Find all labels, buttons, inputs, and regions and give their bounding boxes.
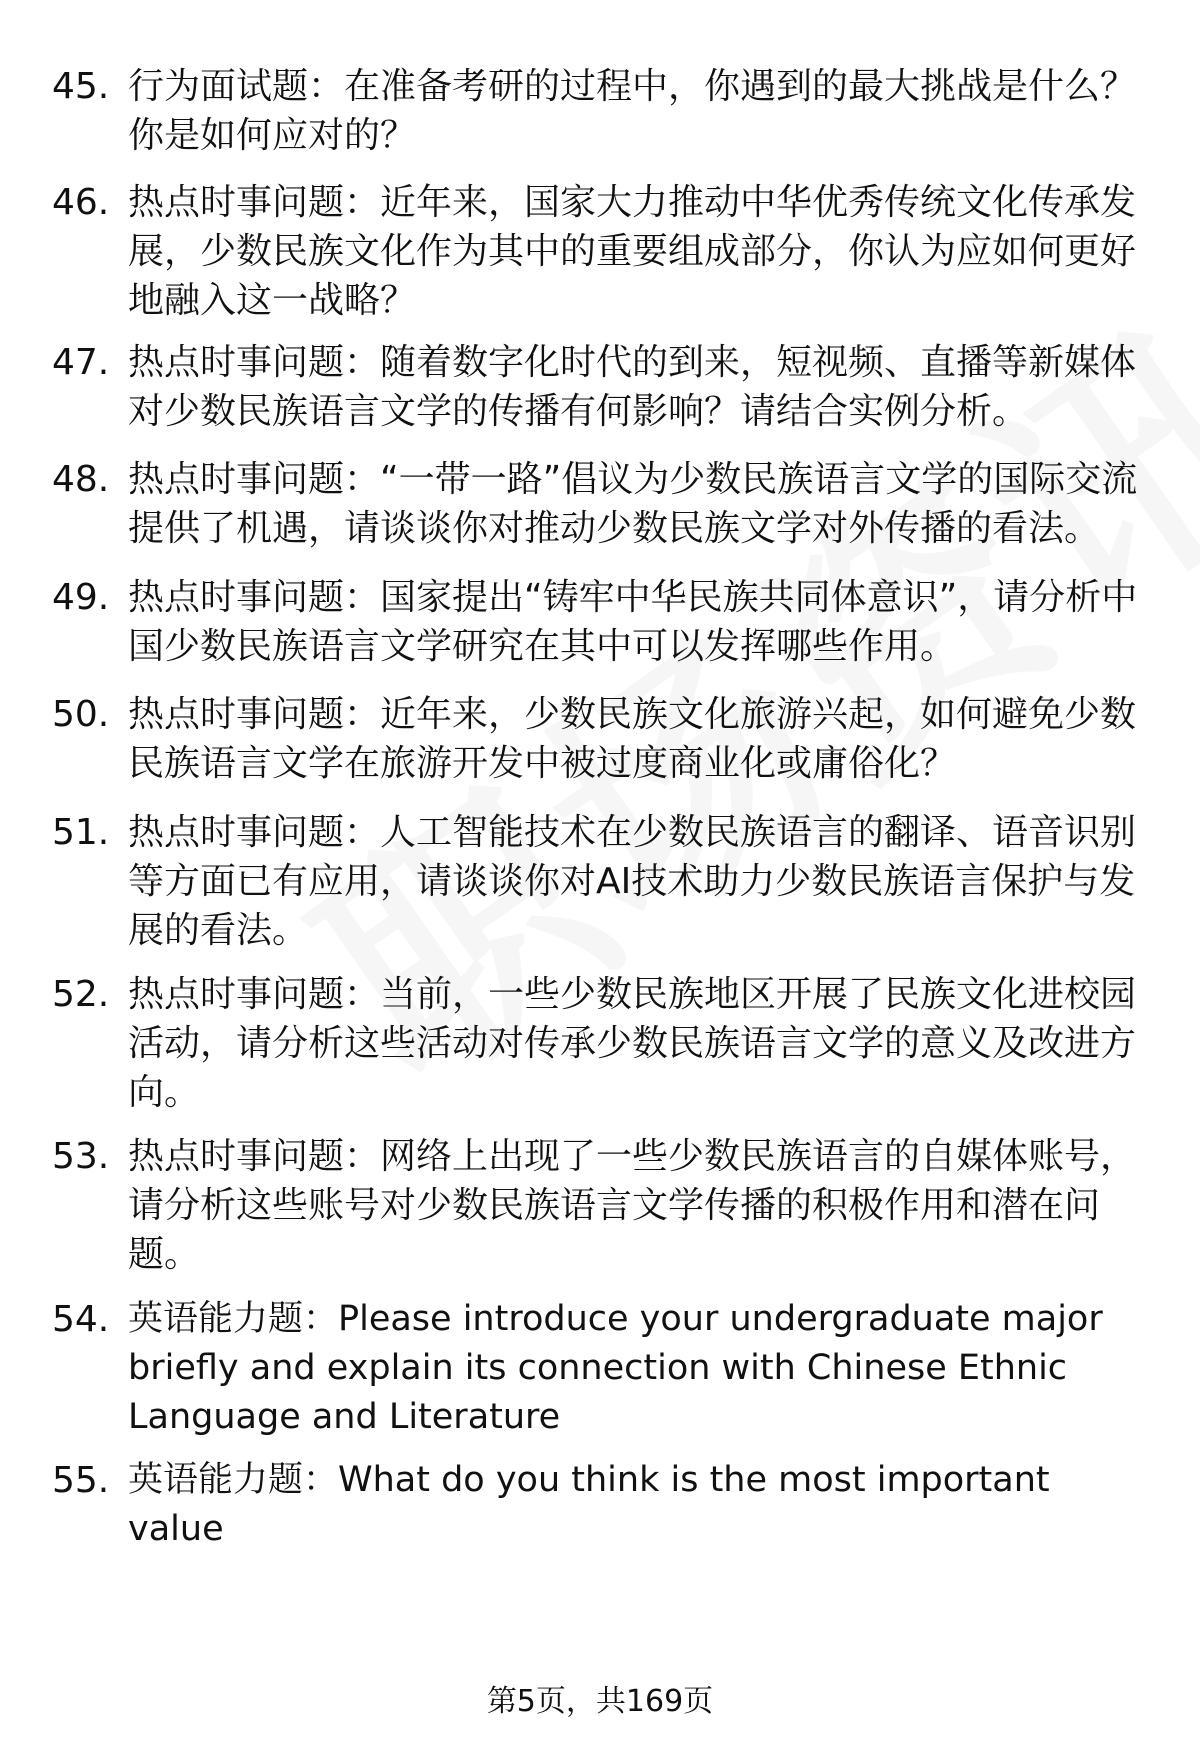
question-text: 热点时事问题：随着数字化时代的到来，短视频、直播等新媒体对少数民族语言文学的传播有何影响？请结合实例分析。 <box>128 342 1137 432</box>
question-number: 54. <box>52 1299 110 1340</box>
question-number: 55. <box>52 1460 110 1501</box>
question-text: 英语能力题：What do you think is the most important value <box>128 1460 1050 1549</box>
question-text: 热点时事问题：近年来，少数民族文化旅游兴起，如何避免少数民族语言文学在旅游开发中被过度商业化或庸俗化？ <box>128 694 1137 784</box>
question-number: 45. <box>52 66 110 107</box>
question-text: 热点时事问题：国家提出“铸牢中华民族共同体意识”，请分析中国少数民族语言文学研究在其中可以发挥哪些作用。 <box>128 577 1138 667</box>
question-number: 53. <box>52 1136 110 1177</box>
question-text: 热点时事问题：人工智能技术在少数民族语言的翻译、语音识别等方面已有应用，请谈谈你对AI技术助力少数民族语言保护与发展的看法。 <box>128 812 1137 951</box>
question-number: 46. <box>52 182 110 223</box>
question-number: 49. <box>52 577 110 618</box>
question-number: 47. <box>52 342 110 383</box>
question-text: 热点时事问题：当前，一些少数民族地区开展了民族文化进校园活动，请分析这些活动对传承少数民族语言文学的意义及改进方向。 <box>128 974 1137 1113</box>
question-text: 热点时事问题：近年来，国家大力推动中华优秀传统文化传承发展，少数民族文化作为其中的重要组成部分，你认为应如何更好地融入这一战略？ <box>128 182 1137 321</box>
question-number: 52. <box>52 974 110 1015</box>
question-number: 51. <box>52 812 110 853</box>
page-footer: 第5页，共169页 <box>486 1684 714 1719</box>
question-number: 48. <box>52 459 110 500</box>
question-number: 50. <box>52 694 110 735</box>
question-text: 热点时事问题：“一带一路”倡议为少数民族语言文学的国际交流提供了机遇，请谈谈你对推动少数民族文学对外传播的看法。 <box>128 459 1138 549</box>
question-text: 热点时事问题：网络上出现了一些少数民族语言的自媒体账号，请分析这些账号对少数民族语言文学传播的积极作用和潜在问题。 <box>128 1136 1137 1275</box>
question-text: 行为面试题：在准备考研的过程中，你遇到的最大挑战是什么？你是如何应对的？ <box>128 66 1137 156</box>
question-text: 英语能力题：Please introduce your undergraduate major briefly and explain its connection with Chinese Ethnic Language and Literature <box>128 1299 1103 1437</box>
